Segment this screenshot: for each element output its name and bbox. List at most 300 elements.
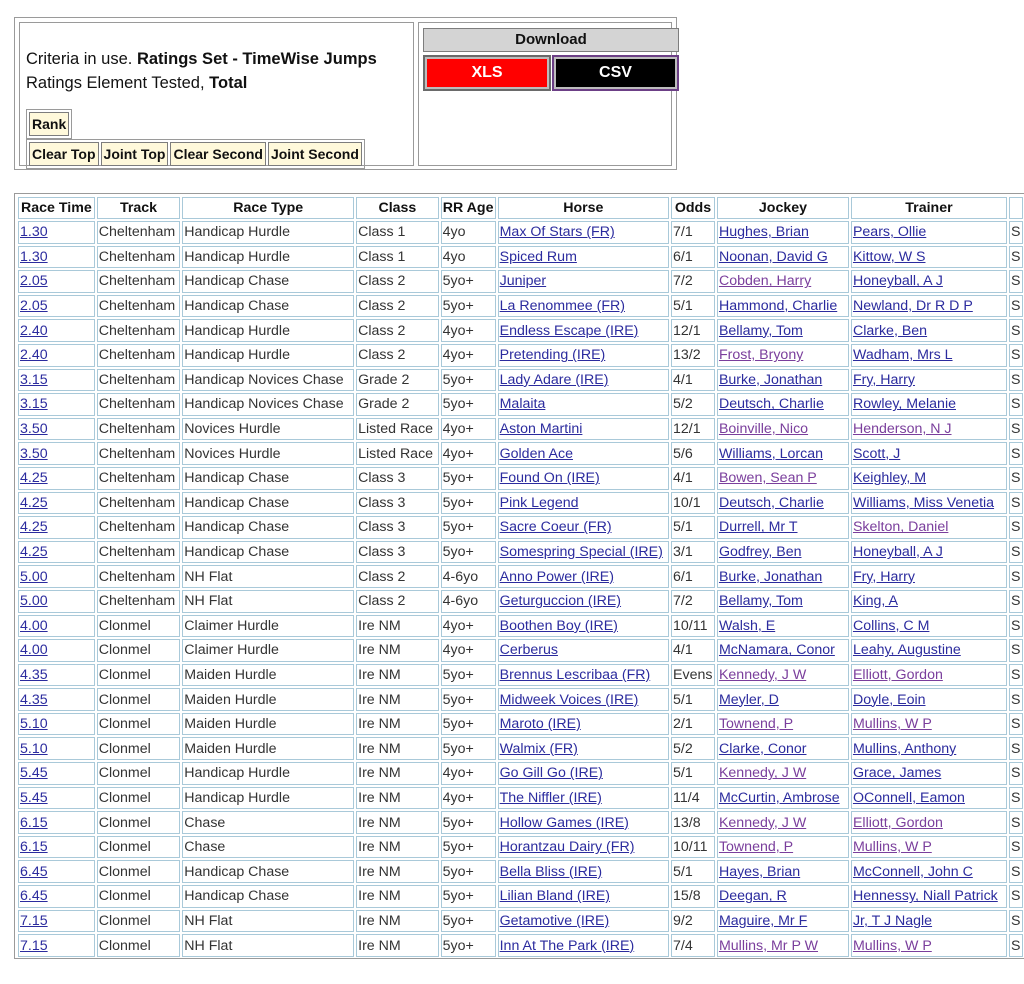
track-cell: Clonmel (97, 860, 181, 883)
race-time-link[interactable]: 4.25 (20, 544, 48, 561)
race-time-cell (18, 590, 95, 613)
horse-cell (498, 418, 669, 441)
race-time-link[interactable]: 3.50 (20, 421, 48, 438)
trainer-link[interactable]: Mullins, W P (852, 937, 932, 954)
race-time-link[interactable]: 2.40 (20, 347, 48, 364)
race-type-cell: Chase (182, 811, 354, 834)
jockey-cell (717, 639, 849, 662)
horse-link[interactable]: Malaita (499, 396, 546, 413)
jockey-link[interactable]: Deegan, R (718, 888, 787, 905)
horse-link[interactable]: Inn At The Park (IRE) (499, 937, 635, 954)
horse-link[interactable]: Sacre Coeur (FR) (499, 519, 612, 536)
trainer-link[interactable]: Honeyball, A J (852, 544, 943, 561)
trainer-cell (851, 664, 1007, 687)
trainer-link[interactable]: Honeyball, A J (852, 273, 943, 290)
odds-cell: 5/6 (671, 442, 715, 465)
race-time-link[interactable]: 7.15 (20, 912, 48, 929)
rr-age-cell: 5yo+ (441, 369, 496, 392)
class-cell: Ire NM (356, 934, 439, 957)
trainer-link[interactable]: Rowley, Melanie (852, 396, 956, 413)
class-cell: Ire NM (356, 664, 439, 687)
truncated-cell: S (1009, 492, 1023, 515)
odds-cell: 12/1 (671, 319, 715, 342)
header-race-time[interactable]: Race Time (18, 197, 95, 219)
horse-cell (498, 664, 669, 687)
trainer-cell (851, 246, 1007, 269)
jockey-link[interactable]: Deutsch, Charlie (718, 396, 824, 413)
trainer-link[interactable]: Hennessy, Niall Patrick (852, 888, 998, 905)
class-cell: Class 2 (356, 590, 439, 613)
race-time-link[interactable]: 4.25 (20, 470, 48, 487)
race-time-cell (18, 885, 95, 908)
horse-link[interactable]: Cerberus (499, 642, 558, 659)
horse-link[interactable]: The Niffler (IRE) (499, 789, 602, 806)
trainer-cell (851, 418, 1007, 441)
horse-link[interactable]: Hollow Games (IRE) (499, 814, 629, 831)
race-time-cell (18, 295, 95, 318)
race-type-cell: Handicap Novices Chase (182, 393, 354, 416)
header-odds[interactable]: Odds (671, 197, 715, 219)
horse-link[interactable]: Midweek Voices (IRE) (499, 691, 639, 708)
trainer-link[interactable]: Scott, J (852, 445, 901, 462)
header-horse[interactable]: Horse (498, 197, 669, 219)
truncated-cell: S (1009, 590, 1023, 613)
trainer-link[interactable]: McConnell, John C (852, 863, 973, 880)
jockey-link[interactable]: Boinville, Nico (718, 421, 809, 438)
trainer-link[interactable]: Grace, James (852, 765, 942, 782)
horse-link[interactable]: Walmix (FR) (499, 740, 578, 757)
odds-cell: 7/2 (671, 270, 715, 293)
race-time-link[interactable]: 1.30 (20, 224, 48, 241)
results-table (16, 195, 1024, 959)
table-row (18, 516, 1023, 539)
jockey-link[interactable]: Hayes, Brian (718, 863, 801, 880)
jockey-link[interactable]: Bellamy, Tom (718, 593, 803, 610)
table-row (18, 910, 1023, 933)
jockey-cell (717, 590, 849, 613)
track-cell: Clonmel (97, 737, 181, 760)
jockey-link[interactable]: Burke, Jonathan (718, 568, 823, 585)
horse-link[interactable]: Lilian Bland (IRE) (499, 888, 611, 905)
trainer-link[interactable]: Henderson, N J (852, 421, 952, 438)
trainer-cell (851, 885, 1007, 908)
race-time-cell (18, 787, 95, 810)
trainer-link[interactable]: Clarke, Ben (852, 322, 928, 339)
trainer-link[interactable]: Mullins, W P (852, 716, 932, 733)
jockey-link[interactable]: Bellamy, Tom (718, 322, 803, 339)
odds-cell: 11/4 (671, 787, 715, 810)
race-time-link[interactable]: 6.15 (20, 814, 48, 831)
jockey-cell (717, 737, 849, 760)
header-cut-off (1009, 197, 1023, 219)
trainer-link[interactable]: Elliott, Gordon (852, 666, 943, 683)
jockey-link[interactable]: Townend, P (718, 839, 794, 856)
trainer-cell (851, 393, 1007, 416)
rr-age-cell: 5yo+ (441, 713, 496, 736)
horse-cell (498, 442, 669, 465)
race-time-link[interactable]: 2.05 (20, 273, 48, 290)
race-time-cell (18, 664, 95, 687)
horse-link[interactable]: Lady Adare (IRE) (499, 371, 609, 388)
race-time-link[interactable]: 4.35 (20, 691, 48, 708)
joint-top-button[interactable]: Joint Top (101, 142, 169, 166)
track-cell: Cheltenham (97, 442, 181, 465)
track-cell: Clonmel (97, 836, 181, 859)
track-cell: Cheltenham (97, 369, 181, 392)
trainer-link[interactable]: Leahy, Augustine (852, 642, 961, 659)
race-time-link[interactable]: 5.10 (20, 740, 48, 757)
trainer-cell (851, 442, 1007, 465)
table-row (18, 492, 1023, 515)
odds-cell: 7/4 (671, 934, 715, 957)
race-time-link[interactable]: 5.00 (20, 593, 48, 610)
jockey-cell (717, 885, 849, 908)
horse-cell (498, 762, 669, 785)
table-row (18, 319, 1023, 342)
trainer-cell (851, 541, 1007, 564)
horse-cell (498, 934, 669, 957)
horse-link[interactable]: Maroto (IRE) (499, 716, 581, 733)
track-cell: Cheltenham (97, 492, 181, 515)
table-row (18, 787, 1023, 810)
race-time-link[interactable]: 6.45 (20, 888, 48, 905)
trainer-cell (851, 467, 1007, 490)
table-row (18, 221, 1023, 244)
track-cell: Cheltenham (97, 418, 181, 441)
truncated-cell: S (1009, 344, 1023, 367)
trainer-cell (851, 615, 1007, 638)
jockey-link[interactable]: Williams, Lorcan (718, 445, 824, 462)
track-cell: Cheltenham (97, 590, 181, 613)
track-cell: Cheltenham (97, 467, 181, 490)
race-time-cell (18, 344, 95, 367)
race-time-link[interactable]: 4.35 (20, 666, 48, 683)
trainer-link[interactable]: Williams, Miss Venetia (852, 494, 995, 511)
odds-cell: 4/1 (671, 639, 715, 662)
trainer-link[interactable]: Doyle, Eoin (852, 691, 926, 708)
class-cell: Class 2 (356, 270, 439, 293)
jockey-link[interactable]: McNamara, Conor (718, 642, 835, 659)
race-time-link[interactable]: 1.30 (20, 248, 48, 265)
race-time-link[interactable]: 3.15 (20, 396, 48, 413)
rr-age-cell: 5yo+ (441, 516, 496, 539)
horse-link[interactable]: Golden Ace (499, 445, 573, 462)
jockey-link[interactable]: Maguire, Mr F (718, 912, 808, 929)
race-time-link[interactable]: 5.00 (20, 568, 48, 585)
race-time-link[interactable]: 4.25 (20, 494, 48, 511)
odds-cell: 6/1 (671, 246, 715, 269)
truncated-cell: S (1009, 787, 1023, 810)
rank-button[interactable]: Rank (29, 112, 69, 136)
download-panel (418, 22, 672, 166)
track-cell: Cheltenham (97, 246, 181, 269)
jockey-link[interactable]: Bowen, Sean P (718, 470, 817, 487)
track-cell: Cheltenham (97, 393, 181, 416)
jockey-link[interactable]: Godfrey, Ben (718, 544, 802, 561)
truncated-cell: S (1009, 836, 1023, 859)
xls-label: XLS (427, 59, 547, 87)
race-time-link[interactable]: 2.05 (20, 298, 48, 315)
jockey-link[interactable]: Hughes, Brian (718, 224, 809, 241)
race-time-cell (18, 565, 95, 588)
track-cell: Clonmel (97, 615, 181, 638)
race-type-cell: Maiden Hurdle (182, 737, 354, 760)
jockey-cell (717, 836, 849, 859)
clear-second-button[interactable]: Clear Second (170, 142, 265, 166)
results-body (18, 221, 1023, 957)
class-cell: Ire NM (356, 811, 439, 834)
track-cell: Cheltenham (97, 295, 181, 318)
track-cell: Clonmel (97, 811, 181, 834)
race-time-cell (18, 319, 95, 342)
odds-cell: 4/1 (671, 467, 715, 490)
jockey-link[interactable]: Kennedy, J W (718, 814, 807, 831)
table-row (18, 369, 1023, 392)
horse-cell (498, 590, 669, 613)
table-row (18, 565, 1023, 588)
odds-cell: 13/8 (671, 811, 715, 834)
truncated-cell: S (1009, 393, 1023, 416)
horse-cell (498, 246, 669, 269)
horse-link[interactable]: Boothen Boy (IRE) (499, 617, 618, 634)
jockey-cell (717, 344, 849, 367)
horse-link[interactable]: Aston Martini (499, 421, 583, 438)
race-time-cell (18, 836, 95, 859)
header-row (18, 197, 1023, 219)
trainer-cell (851, 221, 1007, 244)
truncated-cell: S (1009, 369, 1023, 392)
jockey-cell (717, 910, 849, 933)
trainer-link[interactable]: Mullins, Anthony (852, 740, 957, 757)
jockey-cell (717, 369, 849, 392)
odds-cell: 5/2 (671, 737, 715, 760)
odds-cell: 3/1 (671, 541, 715, 564)
trainer-cell (851, 762, 1007, 785)
truncated-cell: S (1009, 442, 1023, 465)
odds-cell: 5/1 (671, 762, 715, 785)
rr-age-cell: 5yo+ (441, 836, 496, 859)
race-time-link[interactable]: 6.15 (20, 839, 48, 856)
header-rr-age[interactable]: RR Age (441, 197, 496, 219)
header-trainer[interactable]: Trainer (851, 197, 1007, 219)
horse-cell (498, 910, 669, 933)
rr-age-cell: 4-6yo (441, 565, 496, 588)
trainer-link[interactable]: Wadham, Mrs L (852, 347, 953, 364)
horse-cell (498, 344, 669, 367)
horse-link[interactable]: Horantzau Dairy (FR) (499, 839, 635, 856)
jockey-link[interactable]: Mullins, Mr P W (718, 937, 819, 954)
horse-link[interactable]: Somespring Special (IRE) (499, 544, 663, 561)
trainer-cell (851, 811, 1007, 834)
header-jockey[interactable]: Jockey (717, 197, 849, 219)
race-time-link[interactable]: 4.25 (20, 519, 48, 536)
trainer-link[interactable]: Skelton, Daniel (852, 519, 949, 536)
jockey-link[interactable]: Noonan, David G (718, 248, 828, 265)
trainer-link[interactable]: Pears, Ollie (852, 224, 927, 241)
horse-cell (498, 295, 669, 318)
race-time-cell (18, 713, 95, 736)
table-row (18, 688, 1023, 711)
horse-link[interactable]: Bella Bliss (IRE) (499, 863, 603, 880)
track-cell: Clonmel (97, 934, 181, 957)
odds-cell: 12/1 (671, 418, 715, 441)
horse-link[interactable]: Juniper (499, 273, 547, 290)
csv-download-button[interactable] (552, 55, 679, 91)
table-row (18, 615, 1023, 638)
jockey-link[interactable]: Deutsch, Charlie (718, 494, 824, 511)
horse-link[interactable]: Go Gill Go (IRE) (499, 765, 603, 782)
race-time-cell (18, 639, 95, 662)
horse-link[interactable]: Anno Power (IRE) (499, 568, 614, 585)
element-value: Total (209, 74, 248, 92)
horse-link[interactable]: Max Of Stars (FR) (499, 224, 615, 241)
horse-link[interactable]: Pink Legend (499, 494, 579, 511)
race-time-link[interactable]: 2.40 (20, 322, 48, 339)
horse-cell (498, 787, 669, 810)
race-time-link[interactable]: 3.15 (20, 371, 48, 388)
truncated-cell: S (1009, 910, 1023, 933)
class-cell: Grade 2 (356, 393, 439, 416)
truncated-cell: S (1009, 565, 1023, 588)
trainer-cell (851, 516, 1007, 539)
truncated-cell: S (1009, 295, 1023, 318)
rr-age-cell: 4yo (441, 221, 496, 244)
jockey-link[interactable]: Walsh, E (718, 617, 776, 634)
jockey-link[interactable]: Frost, Bryony (718, 347, 804, 364)
odds-cell: 10/11 (671, 836, 715, 859)
class-cell: Class 3 (356, 541, 439, 564)
jockey-cell (717, 319, 849, 342)
odds-cell: 2/1 (671, 713, 715, 736)
track-cell: Clonmel (97, 762, 181, 785)
race-type-cell: Novices Hurdle (182, 418, 354, 441)
horse-link[interactable]: Brennus Lescribaa (FR) (499, 666, 651, 683)
rr-age-cell: 5yo+ (441, 664, 496, 687)
horse-link[interactable]: Geturguccion (IRE) (499, 593, 622, 610)
race-time-cell (18, 762, 95, 785)
jockey-link[interactable]: Meyler, D (718, 691, 779, 708)
trainer-cell (851, 590, 1007, 613)
rr-age-cell: 5yo+ (441, 270, 496, 293)
class-cell: Ire NM (356, 885, 439, 908)
trainer-link[interactable]: Mullins, W P (852, 839, 932, 856)
jockey-link[interactable]: Kennedy, J W (718, 666, 807, 683)
trainer-link[interactable]: Jr, T J Nagle (852, 912, 933, 929)
horse-cell (498, 492, 669, 515)
table-row (18, 344, 1023, 367)
odds-cell: Evens (671, 664, 715, 687)
odds-cell: 4/1 (671, 369, 715, 392)
horse-link[interactable]: Spiced Rum (499, 248, 577, 265)
jockey-cell (717, 860, 849, 883)
class-cell: Listed Race (356, 442, 439, 465)
joint-second-button[interactable]: Joint Second (268, 142, 362, 166)
jockey-link[interactable]: Clarke, Conor (718, 740, 807, 757)
truncated-cell: S (1009, 737, 1023, 760)
jockey-link[interactable]: McCurtin, Ambrose (718, 789, 840, 806)
trainer-cell (851, 787, 1007, 810)
jockey-cell (717, 221, 849, 244)
rr-age-cell: 5yo+ (441, 688, 496, 711)
race-time-link[interactable]: 4.00 (20, 642, 48, 659)
jockey-link[interactable]: Burke, Jonathan (718, 371, 823, 388)
track-cell: Cheltenham (97, 344, 181, 367)
horse-link[interactable]: Pretending (IRE) (499, 347, 606, 364)
trainer-link[interactable]: OConnell, Eamon (852, 789, 965, 806)
trainer-link[interactable]: Elliott, Gordon (852, 814, 943, 831)
xls-download-button[interactable] (423, 55, 551, 91)
horse-link[interactable]: La Renommee (FR) (499, 298, 625, 315)
race-time-cell (18, 221, 95, 244)
jockey-cell (717, 270, 849, 293)
horse-link[interactable]: Getamotive (IRE) (499, 912, 610, 929)
race-time-cell (18, 418, 95, 441)
header-class[interactable]: Class (356, 197, 439, 219)
race-time-link[interactable]: 7.15 (20, 937, 48, 954)
table-row (18, 762, 1023, 785)
jockey-cell (717, 811, 849, 834)
horse-link[interactable]: Endless Escape (IRE) (499, 322, 639, 339)
track-cell: Cheltenham (97, 221, 181, 244)
truncated-cell: S (1009, 418, 1023, 441)
header-race-type[interactable]: Race Type (182, 197, 354, 219)
clear-top-button[interactable]: Clear Top (29, 142, 99, 166)
header-track[interactable]: Track (97, 197, 181, 219)
trainer-link[interactable]: King, A (852, 593, 898, 610)
trainer-link[interactable]: Keighley, M (852, 470, 927, 487)
race-time-link[interactable]: 5.45 (20, 789, 48, 806)
race-time-link[interactable]: 4.00 (20, 617, 48, 634)
results-table-container[interactable] (14, 193, 1024, 959)
horse-cell (498, 713, 669, 736)
truncated-cell: S (1009, 615, 1023, 638)
rank-group (26, 109, 72, 139)
jockey-link[interactable]: Kennedy, J W (718, 765, 807, 782)
trainer-link[interactable]: Newland, Dr R D P (852, 298, 973, 315)
horse-cell (498, 393, 669, 416)
trainer-link[interactable]: Fry, Harry (852, 568, 915, 585)
rr-age-cell: 5yo+ (441, 934, 496, 957)
rr-age-cell: 5yo+ (441, 492, 496, 515)
race-time-link[interactable]: 5.10 (20, 716, 48, 733)
trainer-link[interactable]: Collins, C M (852, 617, 930, 634)
class-cell: Class 2 (356, 295, 439, 318)
race-time-link[interactable]: 6.45 (20, 863, 48, 880)
table-row (18, 590, 1023, 613)
truncated-cell: S (1009, 762, 1023, 785)
truncated-cell: S (1009, 811, 1023, 834)
race-time-cell (18, 516, 95, 539)
race-time-cell (18, 811, 95, 834)
race-time-link[interactable]: 3.50 (20, 445, 48, 462)
class-cell: Ire NM (356, 836, 439, 859)
race-time-link[interactable]: 5.45 (20, 765, 48, 782)
class-cell: Class 2 (356, 319, 439, 342)
odds-cell: 5/1 (671, 295, 715, 318)
trainer-link[interactable]: Fry, Harry (852, 371, 915, 388)
jockey-link[interactable]: Hammond, Charlie (718, 298, 838, 315)
jockey-link[interactable]: Townend, P (718, 716, 794, 733)
race-time-cell (18, 934, 95, 957)
jockey-link[interactable]: Durrell, Mr T (718, 519, 798, 536)
table-row (18, 246, 1023, 269)
horse-link[interactable]: Found On (IRE) (499, 470, 600, 487)
race-time-cell (18, 492, 95, 515)
jockey-cell (717, 467, 849, 490)
criteria-info (19, 22, 414, 166)
trainer-link[interactable]: Kittow, W S (852, 248, 926, 265)
jockey-link[interactable]: Cobden, Harry (718, 273, 812, 290)
